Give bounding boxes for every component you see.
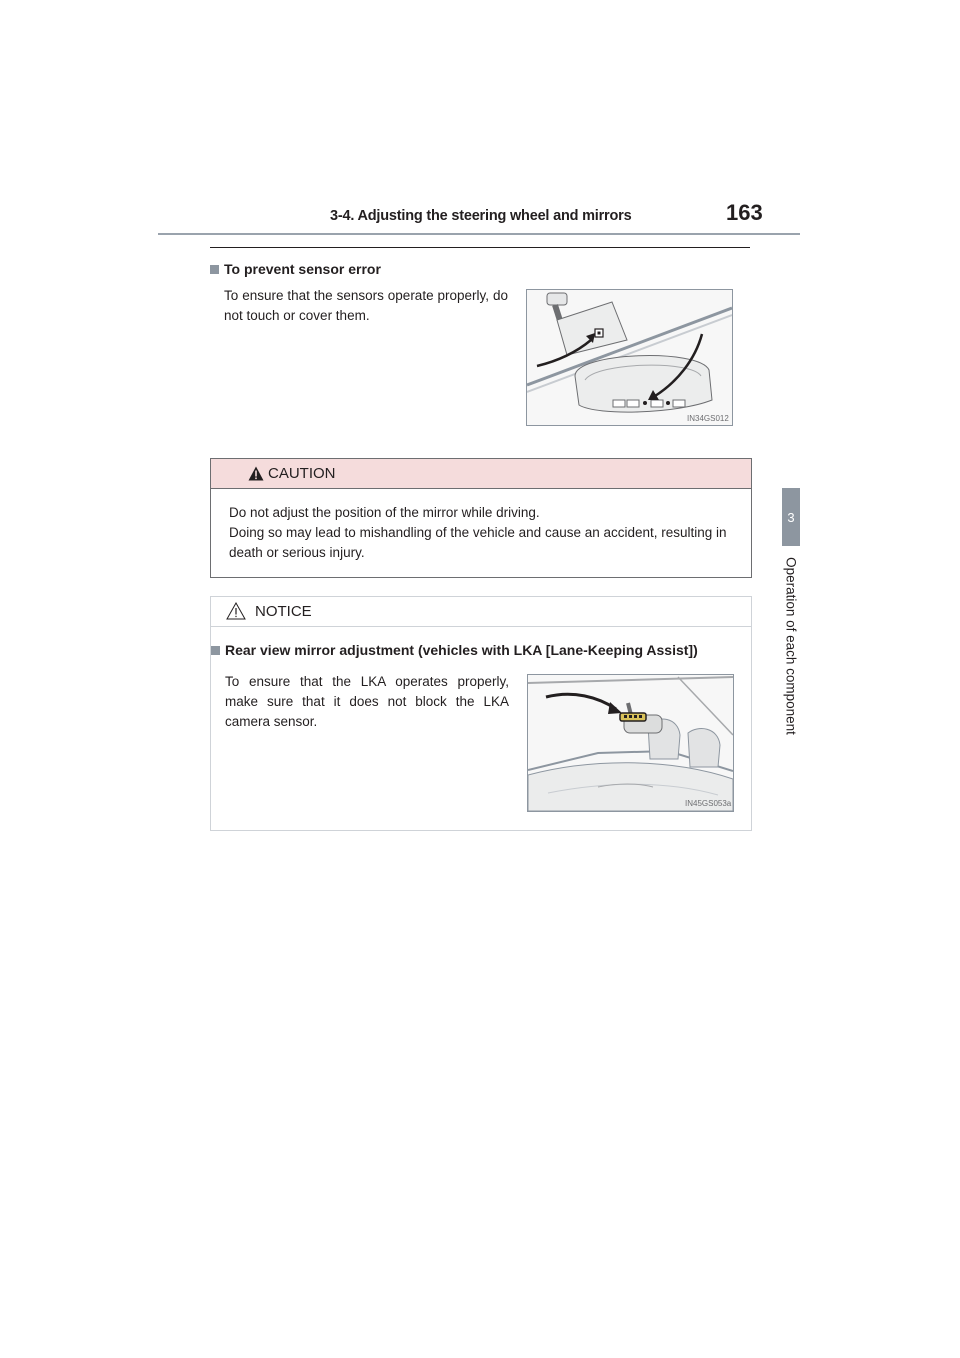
warning-triangle-outline-icon bbox=[226, 602, 246, 620]
notice-header bbox=[211, 597, 751, 627]
chapter-title-vertical bbox=[766, 546, 816, 746]
caution-text bbox=[229, 503, 744, 563]
chapter-tab bbox=[782, 488, 800, 546]
running-header-title: 3-4. Adjusting the steering wheel and mirrors bbox=[330, 208, 632, 224]
caution-line-1: Do not adjust the position of the mirror while driving. bbox=[229, 505, 540, 520]
caution-header bbox=[211, 459, 751, 489]
image-code: IN34GS012 bbox=[687, 414, 729, 423]
section-rule bbox=[210, 247, 750, 248]
image-code: IN45GS053a bbox=[685, 799, 732, 808]
section-heading: To prevent sensor error bbox=[210, 261, 381, 277]
chapter-number: 3 bbox=[787, 509, 795, 525]
square-bullet-icon bbox=[211, 646, 220, 655]
notice-heading: Rear view mirror adjustment (vehicles with LKA [Lane-Keeping Assist]) bbox=[211, 642, 698, 658]
notice-label: NOTICE bbox=[255, 603, 312, 620]
section-paragraph: To ensure that the sensors operate properly, do not touch or cover them. bbox=[224, 288, 508, 323]
mirror-sensor-drawing bbox=[527, 290, 732, 425]
caution-line-2: Doing so may lead to mishandling of the vehicle and cause an accident, resulting in death or serious injury. bbox=[229, 525, 727, 560]
lka-camera-illustration bbox=[527, 674, 734, 812]
chapter-title: Operation of each component bbox=[783, 557, 799, 735]
caution-label: CAUTION bbox=[268, 465, 336, 482]
caution-box bbox=[210, 458, 752, 578]
notice-paragraph: To ensure that the LKA operates properly, make sure that it does not block the LKA camera sensor. bbox=[225, 674, 509, 729]
page-number: 163 bbox=[726, 200, 763, 225]
warning-triangle-filled-icon bbox=[248, 466, 264, 481]
square-bullet-icon bbox=[210, 265, 219, 274]
mirror-sensor-illustration bbox=[526, 289, 733, 426]
lka-camera-drawing bbox=[528, 675, 733, 811]
header-rule bbox=[158, 233, 800, 235]
notice-box bbox=[210, 596, 752, 831]
